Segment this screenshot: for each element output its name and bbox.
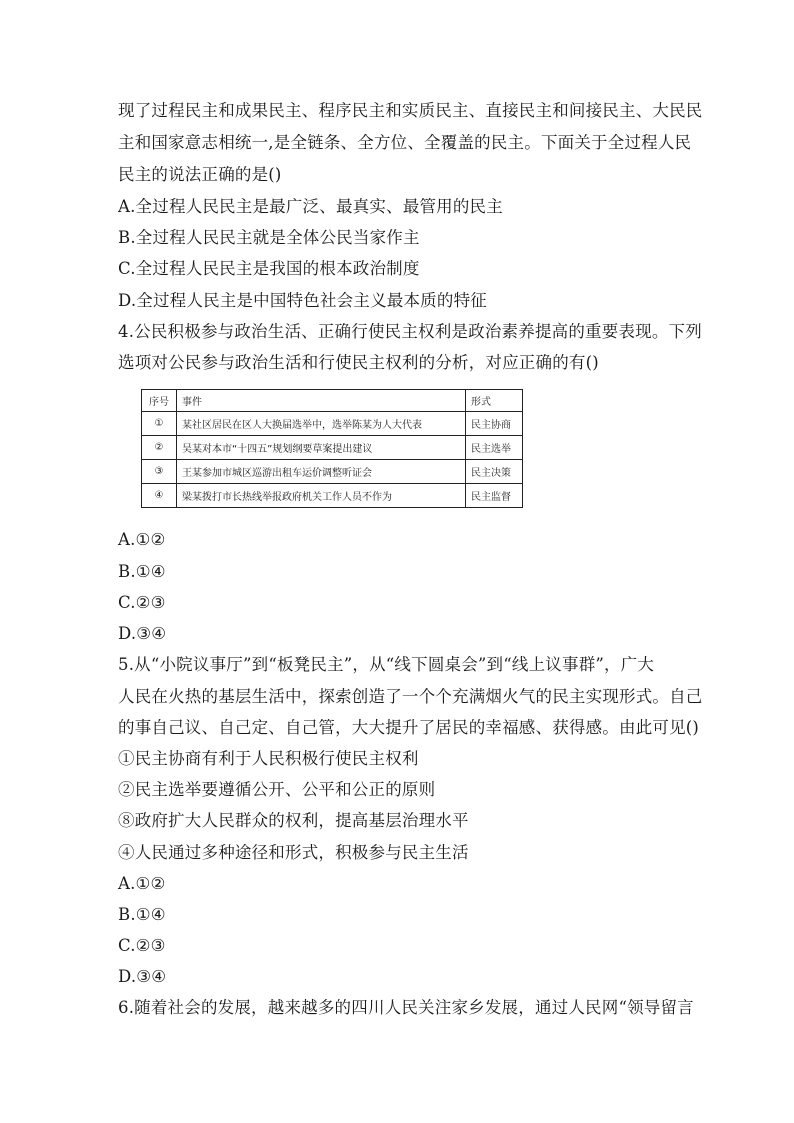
q3-option-b: B.全过程人民民主就是全体公民当家作主	[118, 228, 420, 247]
table-cell-event: 梁某拨打市长热线举报政府机关工作人员不作为	[177, 484, 466, 508]
table-cell-form: 民主决策	[466, 460, 523, 484]
table-row	[142, 412, 523, 436]
q5-option-b: B.①④	[118, 905, 166, 924]
q5-statement-3: ⑧政府扩大人民群众的权利，提高基层治理水平	[118, 811, 469, 830]
table-cell-index: ④	[142, 484, 177, 508]
table-header-form: 形式	[466, 390, 523, 412]
q5-stem-line-1: 5.从“小院议事厅”到“板凳民主”，从“线下圆桌会”到“线上议事群”，广大	[118, 655, 655, 674]
q5-stem-line-3: 的事自己议、自己定、自己管，大大提升了居民的幸福感、获得感。由此可见()	[118, 718, 700, 737]
table-header-index: 序号	[142, 390, 177, 412]
q4-option-b: B.①④	[118, 562, 166, 581]
q4-option-d: D.③④	[118, 624, 167, 643]
q6-stem-line-1: 6.随着社会的发展，越来越多的四川人民关注家乡发展，通过人民网“领导留言	[118, 998, 694, 1017]
table-row	[142, 436, 523, 460]
q5-option-a: A.①②	[118, 874, 166, 893]
q5-option-c: C.②③	[118, 936, 166, 955]
q4-events-table	[141, 389, 523, 508]
q4-option-a: A.①②	[118, 530, 166, 549]
table-cell-index: ①	[142, 412, 177, 436]
q5-statement-4: ④人民通过多种途径和形式，积极参与民主生活	[118, 843, 469, 862]
q4-stem-line-2: 选项对公民参与政治生活和行使民主权利的分析，对应正确的有()	[118, 353, 599, 372]
table-cell-event: 吴某对本市“十四五”规划纲要草案提出建议	[177, 436, 466, 460]
q5-stem-line-2: 人民在火热的基层生活中，探索创造了一个个充满烟火气的民主实现形式。自己	[118, 687, 703, 706]
table-header-event: 事件	[177, 390, 466, 412]
q4-option-c: C.②③	[118, 593, 166, 612]
table-cell-index: ③	[142, 460, 177, 484]
q3-stem-line-3: 民主的说法正确的是()	[118, 165, 282, 184]
q4-stem-line-1: 4.公民积极参与政治生活、正确行使民主权利是政治素养提高的重要表现。下列	[118, 322, 702, 341]
q5-statement-1: ①民主协商有利于人民积极行使民主权利	[118, 749, 419, 768]
table-cell-event: 王某参加市城区巡游出租车运价调整听证会	[177, 460, 466, 484]
table-header-row	[142, 390, 523, 412]
table-cell-form: 民主监督	[466, 484, 523, 508]
q3-stem-line-1: 现了过程民主和成果民主、程序民主和实质民主、直接民主和间接民主、大民民	[118, 101, 703, 120]
table-row	[142, 484, 523, 508]
q3-option-c: C.全过程人民民主是我国的根本政治制度	[118, 259, 420, 278]
q5-statement-2: ②民主选举要遵循公开、公平和公正的原则	[118, 780, 436, 799]
table-cell-form: 民主协商	[466, 412, 523, 436]
q3-option-a: A.全过程人民民主是最广泛、最真实、最管用的民主	[118, 197, 503, 216]
q5-option-d: D.③④	[118, 967, 167, 986]
q3-option-d: D.全过程人民主是中国特色社会主义最本质的特征	[118, 291, 487, 310]
q3-stem-line-2: 主和国家意志相统一,是全链条、全方位、全覆盖的民主。下面关于全过程人民	[118, 133, 692, 152]
table-cell-event: 某社区居民在区人大换届选举中，选举陈某为人大代表	[177, 412, 466, 436]
table-row	[142, 460, 523, 484]
table-cell-index: ②	[142, 436, 177, 460]
table-cell-form: 民主选举	[466, 436, 523, 460]
